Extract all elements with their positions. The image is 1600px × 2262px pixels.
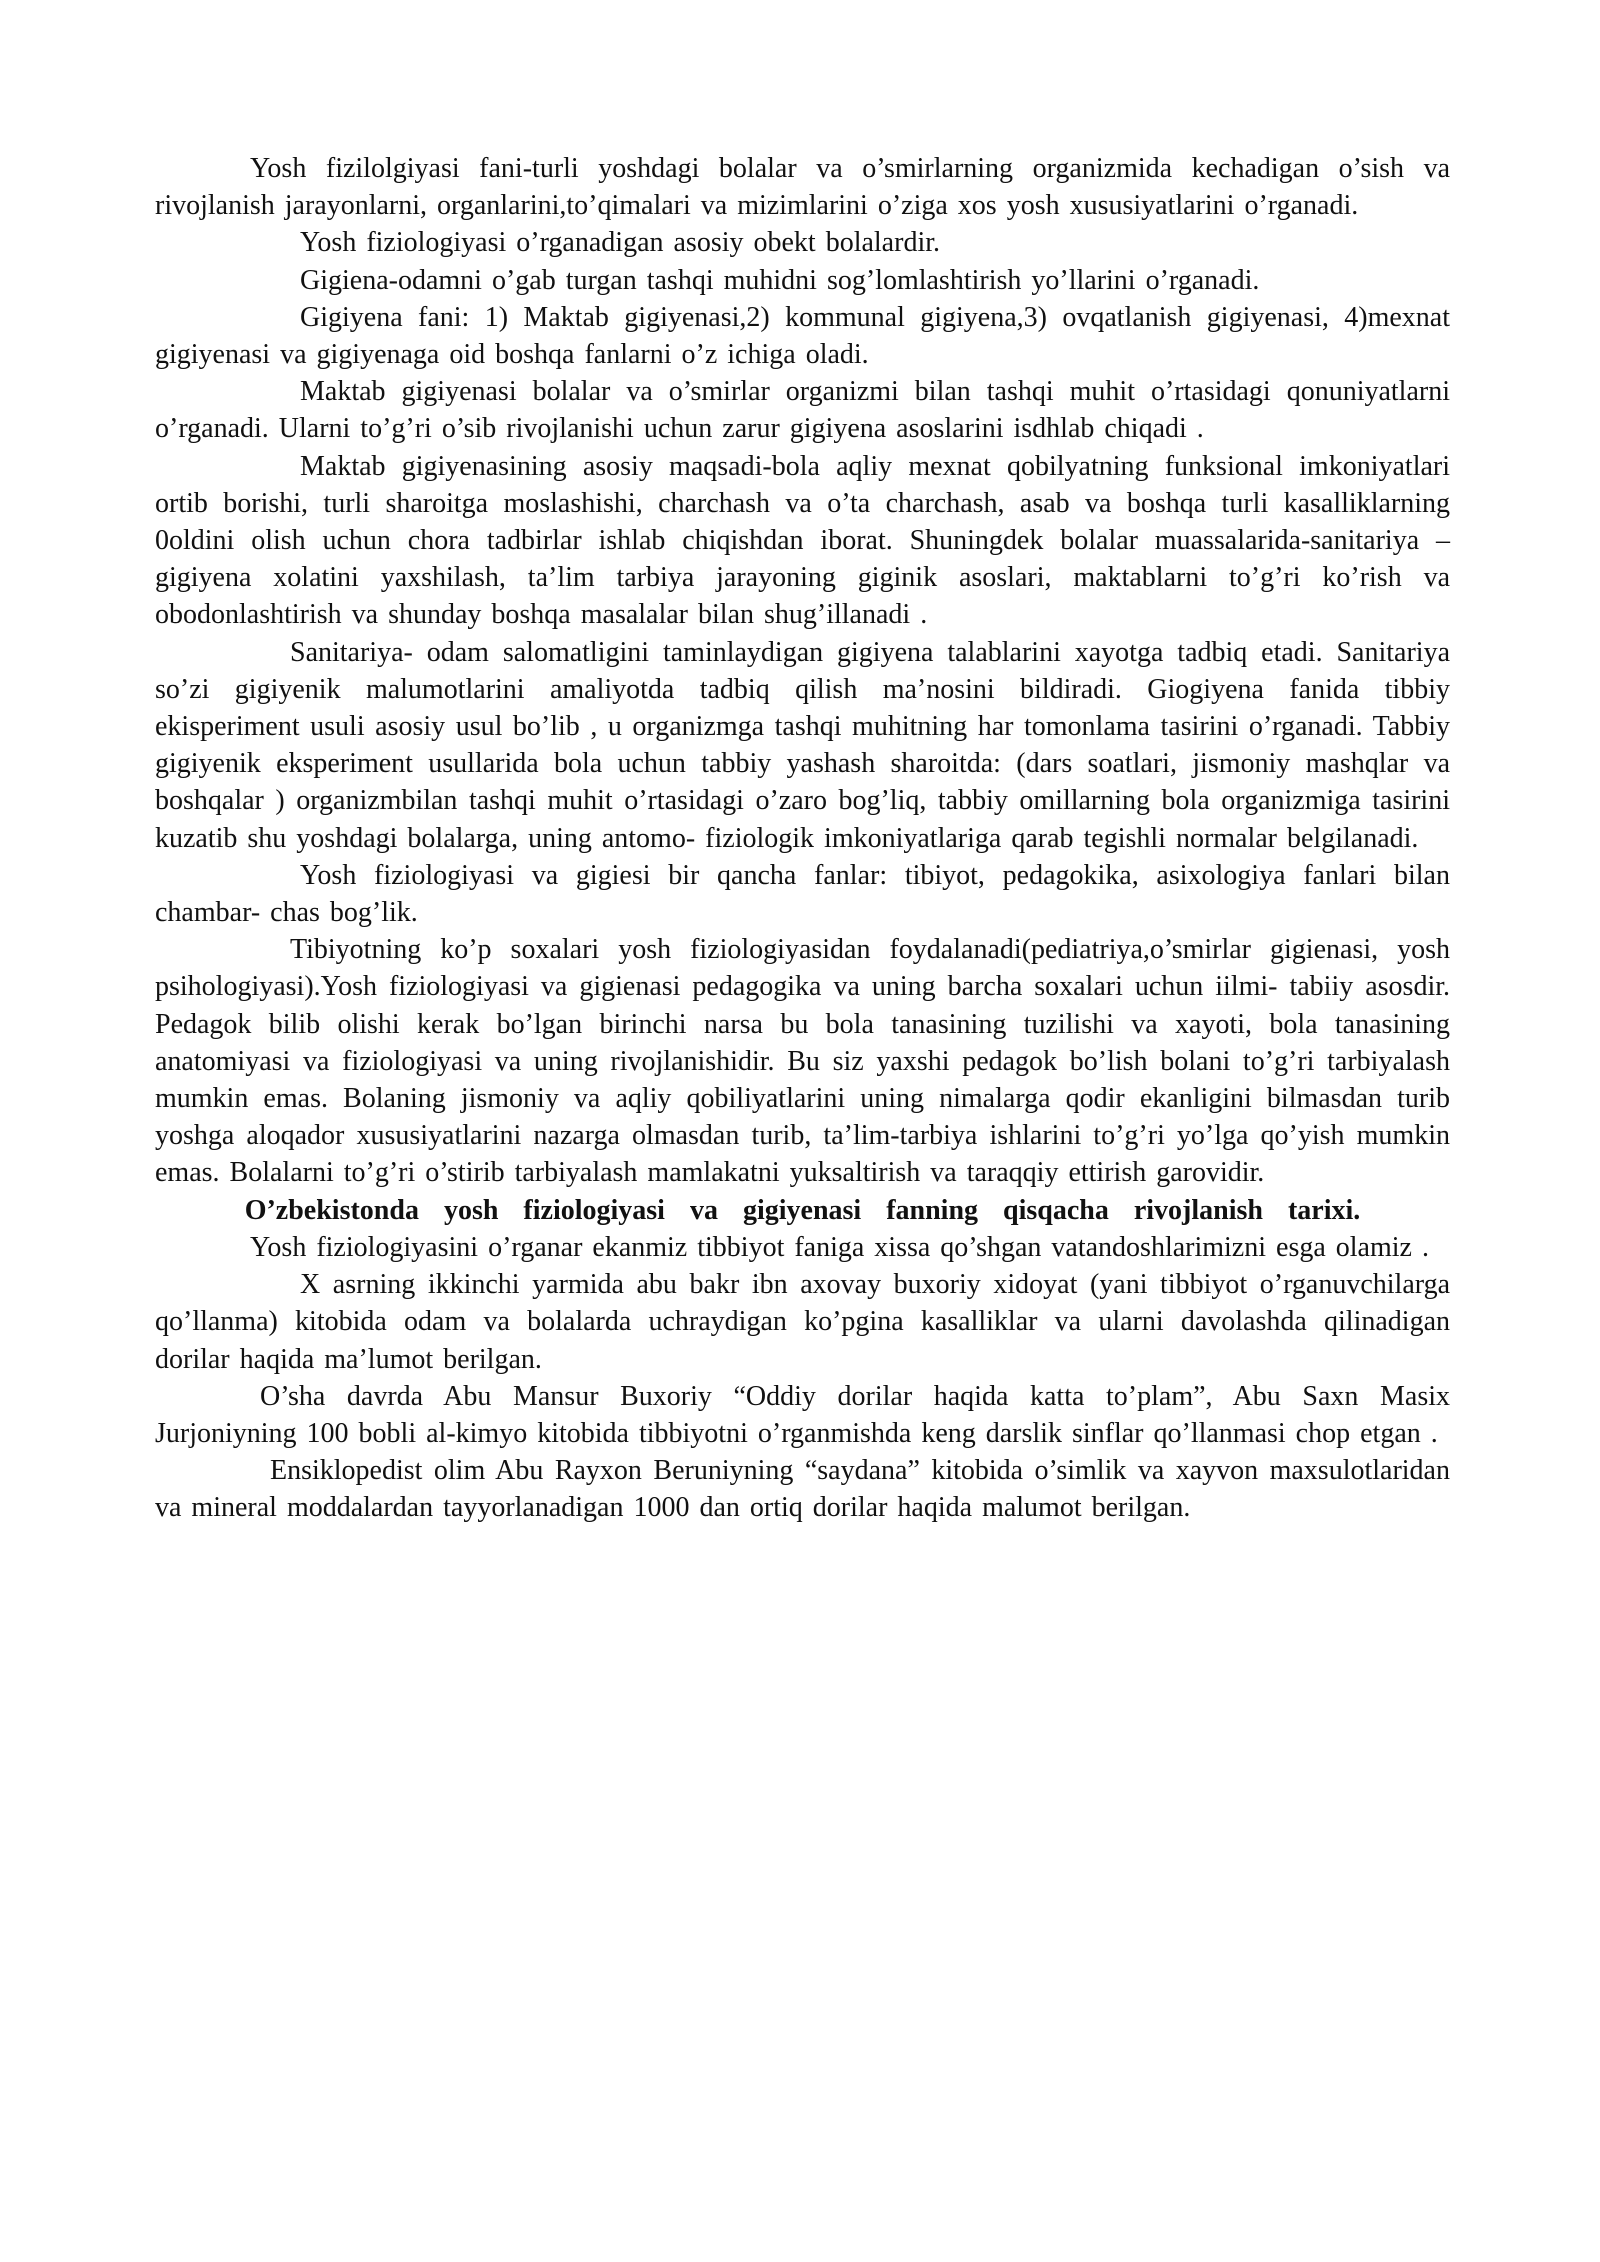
section-heading: O’zbekistonda yosh fiziologiyasi va gigiyenasi fanning qisqacha rivojlanish tarixi. bbox=[244, 1194, 1361, 1226]
paragraph-medicine-fields: Tibiyotning ko’p soxalari yosh fiziologiyasidan foydalanadi(pediatriya,o’smirlar gigienasi, yosh psihologiyasi).Yosh fiziologiyasi va gigienasi pedagogika va uning barcha soxalari uchun iilmi- tabiiy asosdir. Pedagok bilib olishi kerak bo’lgan birinchi narsa bu bola tanasining tuzilishi va xayoti, bola tanasining anatomiyasi va fiziologiyasi va uning rivojlanishidir. Bu siz yaxshi pedagok bo’lish bolani to’g’ri tarbiyalash mumkin emas. Bolaning jismoniy va aqliy qobiliyatlarini uning nimalarga qodir ekanligini bilmasdan turib yoshga aloqador xususiyatlarini nazarga olmasdan turib, ta’lim-tarbiya ishlarini to’g’ri yo’lga qo’yish mumkin emas. Bolalarni to’g’ri o’stirib tarbiyalash mamlakatni yuksaltirish va taraqqiy ettirish garovidir. bbox=[155, 934, 1450, 1189]
paragraph-school-hygiene-goal: Maktab gigiyenasining asosiy maqsadi-bola aqliy mexnat qobilyatning funksional imkoniyatlari ortib borishi, turli sharoitga moslashishi, charchash va o’ta charchash, asab va boshqa turli kasalliklarning 0oldini olish uchun chora tadbirlar ishlab chiqishdan iborat. Shuningdek bolalar muassalarida-sanitariya –gigiyena xolatini yaxshilash, ta’lim tarbiya jarayoning giginik asoslari, maktablarni to’g’ri ko’rish va obodonlashtirish va shunday boshqa masalalar bilan shug’illanadi . bbox=[155, 450, 1450, 631]
paragraph-related-sciences: Yosh fiziologiyasi va gigiesi bir qancha fanlar: tibiyot, pedagokika, asixologiya fanlari bilan chambar- chas bog’lik. bbox=[155, 859, 1450, 929]
paragraph-history-intro: Yosh fiziologiyasini o’rganar ekanmiz tibbiyot faniga xissa qo’shgan vatandoshlarimizni esga olamiz . bbox=[250, 1231, 1429, 1263]
paragraph-sanitation: Sanitariya- odam salomatligini taminlaydigan gigiyena talablarini xayotga tadbiq etadi. Sanitariya so’zi gigiyenik malumotlarini amaliyotda tadbiq qilish ma’nosini bildiradi. Giogiyena fanida tibbiy ekisperiment usuli asosiy usul bo’lib , u organizmga tashqi muhitning har tomonlama tasirini o’rganadi. Tabbiy gigiyenik eksperiment usullarida bola uchun tabbiy yashash sharoitda: (dars soatlari, jismoniy mashqlar va boshqalar ) organizmbilan tashqi muhit o’rtasidagi o’zaro bog’liq, tabbiy omillarning bola organizmiga tasirini kuzatib shu yoshdagi bolalarga, uning antomo- fiziologik imkoniyatlariga qarab tegishli normalar belgilanadi. bbox=[155, 636, 1450, 854]
paragraph-history-abu-mansur: O’sha davrda Abu Mansur Buxoriy “Oddiy dorilar haqida katta to’plam”, Abu Saxn Masix Jurjoniyning 100 bobli al-kimyo kitobida tibbiyotni o’rganmishda keng darslik sinflar qo’llanmasi chop etgan . bbox=[155, 1380, 1450, 1449]
paragraph-intro: Yosh fizilolgiyasi fani-turli yoshdagi bolalar va o’smirlarning organizmida kechadigan o’sish va rivojlanish jarayonlarni, organlarini,to’qimalari va mizimlarini o’ziga xos yosh xususiyatlarini o’rganadi. bbox=[155, 153, 1450, 222]
paragraph-main-object: Yosh fiziologiyasi o’rganadigan asosiy obekt bolalardir. bbox=[300, 227, 940, 259]
paragraph-school-hygiene: Maktab gigiyenasi bolalar va o’smirlar organizmi bilan tashqi muhit o’rtasidagi qonuniyatlarni o’rganadi. Ularni to’g’ri o’sib rivojlanishi uchun zarur gigiyena asoslarini isdhlab chiqadi . bbox=[155, 376, 1450, 445]
paragraph-hygiene-definition: Gigiena-odamni o’gab turgan tashqi muhidni sog’lomlashtirish yo’llarini o’rganadi. bbox=[300, 264, 1260, 296]
paragraph-history-10th-century: X asrning ikkinchi yarmida abu bakr ibn axovay buxoriy xidoyat (yani tibbiyot o’rganuvchilarga qo’llanma) kitobida odam va bolalarda uchraydigan ko’pgina kasalliklar va ularni davolashda qilinadigan dorilar haqida ma’lumot berilgan. bbox=[155, 1269, 1450, 1375]
paragraph-hygiene-branches: Gigiyena fani: 1) Maktab gigiyenasi,2) kommunal gigiyena,3) ovqatlanish gigiyenasi, 4)mexnat gigiyenasi va gigiyenaga oid boshqa fanlarni o’z ichiga oladi. bbox=[155, 301, 1450, 371]
document-body bbox=[155, 150, 1450, 1527]
paragraph-history-beruniy: Ensiklopedist olim Abu Rayxon Beruniyning “saydana” kitobida o’simlik va xayvon maxsulotlaridan va mineral moddalardan tayyorlanadigan 1000 dan ortiq dorilar haqida malumot berilgan. bbox=[155, 1455, 1450, 1524]
